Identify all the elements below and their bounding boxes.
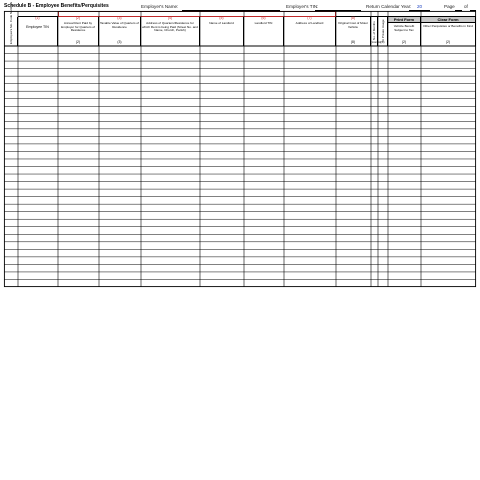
page-label: Page — [444, 4, 455, 9]
table-row[interactable] — [4, 114, 476, 122]
table-row[interactable] — [4, 204, 476, 212]
col-employee-tin-number: (1) — [35, 16, 40, 20]
table-row[interactable] — [4, 129, 476, 137]
table-row[interactable] — [4, 106, 476, 114]
table-row[interactable] — [4, 99, 476, 107]
table-row[interactable] — [4, 167, 476, 175]
table-row[interactable] — [4, 242, 476, 250]
table-row[interactable] — [4, 227, 476, 235]
return-year-value: 20 — [417, 4, 423, 9]
col-vehicle-benefit-label: Vehicle Benefit Subject to Tax — [393, 24, 415, 32]
table-row[interactable] — [4, 69, 476, 77]
table-row[interactable] — [4, 264, 476, 272]
table-row[interactable] — [4, 234, 476, 242]
col-landlord-name-label: Name of Landlord — [209, 21, 234, 25]
table-row[interactable] — [4, 174, 476, 182]
table-row[interactable] — [4, 197, 476, 205]
table-row[interactable] — [4, 189, 476, 197]
table-row[interactable] — [4, 144, 476, 152]
table-row[interactable] — [4, 76, 476, 84]
col-taxable-value-number: (3) — [117, 16, 122, 20]
col-quarters-address-label: Address of Quarters/Residence for which Rent is being Paid (Street No. and Name, Church, Parish) — [142, 21, 198, 33]
col-landlord-name-number: (5) — [219, 16, 224, 20]
clear-form-button[interactable]: Clear Form — [421, 17, 475, 23]
table-row[interactable] — [4, 279, 476, 287]
table-row[interactable] — [4, 46, 476, 54]
print-form-button[interactable]: Print Form — [388, 17, 420, 23]
col-month-code-label: Employee's Mo. Code Numbers — [8, 1, 13, 44]
col-no-of-months-label: No. of Months — [371, 20, 376, 40]
table-row[interactable] — [4, 219, 476, 227]
table-row[interactable] — [4, 84, 476, 92]
col-other-perquisites-code: (2) — [445, 40, 451, 45]
employer-tin-label: Employer's TIN: — [286, 4, 319, 9]
return-year-label: Return Calendar Year: — [366, 4, 412, 9]
employer-name-label: Employer's Name: — [141, 4, 179, 9]
table-row[interactable] — [4, 54, 476, 62]
table-row[interactable] — [4, 257, 476, 265]
col-no-of-months-code: (months) — [371, 41, 382, 45]
col-taxable-value-label: Taxable Value of Quarters of Residence — [100, 21, 139, 29]
col-motor-vehicle-cost-label: Original Cost of Motor Vehicle — [337, 21, 369, 29]
table-row[interactable] — [4, 272, 476, 280]
col-private-usage-code: (%) — [380, 41, 385, 45]
table-row[interactable] — [4, 249, 476, 257]
table-row[interactable] — [4, 159, 476, 167]
col-landlord-address-number: (7) — [307, 16, 312, 20]
col-private-usage-label: % Private Usage — [380, 18, 385, 42]
table-row[interactable] — [4, 151, 476, 159]
table-row[interactable] — [4, 91, 476, 99]
table-row[interactable] — [4, 121, 476, 129]
col-quarters-address-number: (4) — [167, 16, 173, 20]
col-landlord-tin-number: (6) — [261, 16, 266, 20]
col-vehicle-benefit-code: (2) — [401, 40, 407, 45]
col-landlord-tin-label: Landlord TIN — [254, 21, 273, 25]
col-annual-rent-label: Annual Rent Paid by Employer for Quarters of Residence — [61, 21, 95, 33]
col-annual-rent-code: (2) — [75, 40, 81, 45]
col-motor-vehicle-cost-code: (8) — [350, 40, 356, 45]
of-label: of — [464, 4, 468, 9]
col-employee-tin-label: Employee TIN — [26, 25, 49, 29]
table-row[interactable] — [4, 182, 476, 190]
col-motor-vehicle-cost-number: (8) — [350, 16, 356, 20]
table-row[interactable] — [4, 212, 476, 220]
table-row[interactable] — [4, 61, 476, 69]
table-row[interactable] — [4, 136, 476, 144]
col-annual-rent-number: (2) — [75, 16, 81, 20]
col-taxable-value-code: (3) — [117, 40, 122, 45]
col-other-perquisites-label: Other Perquisites or Benefits in Kind — [423, 24, 473, 28]
col-landlord-address-label: Address of Landlord — [295, 21, 324, 25]
schedule-title: Schedule B - Employee Benefits/Perquisites — [4, 3, 109, 9]
